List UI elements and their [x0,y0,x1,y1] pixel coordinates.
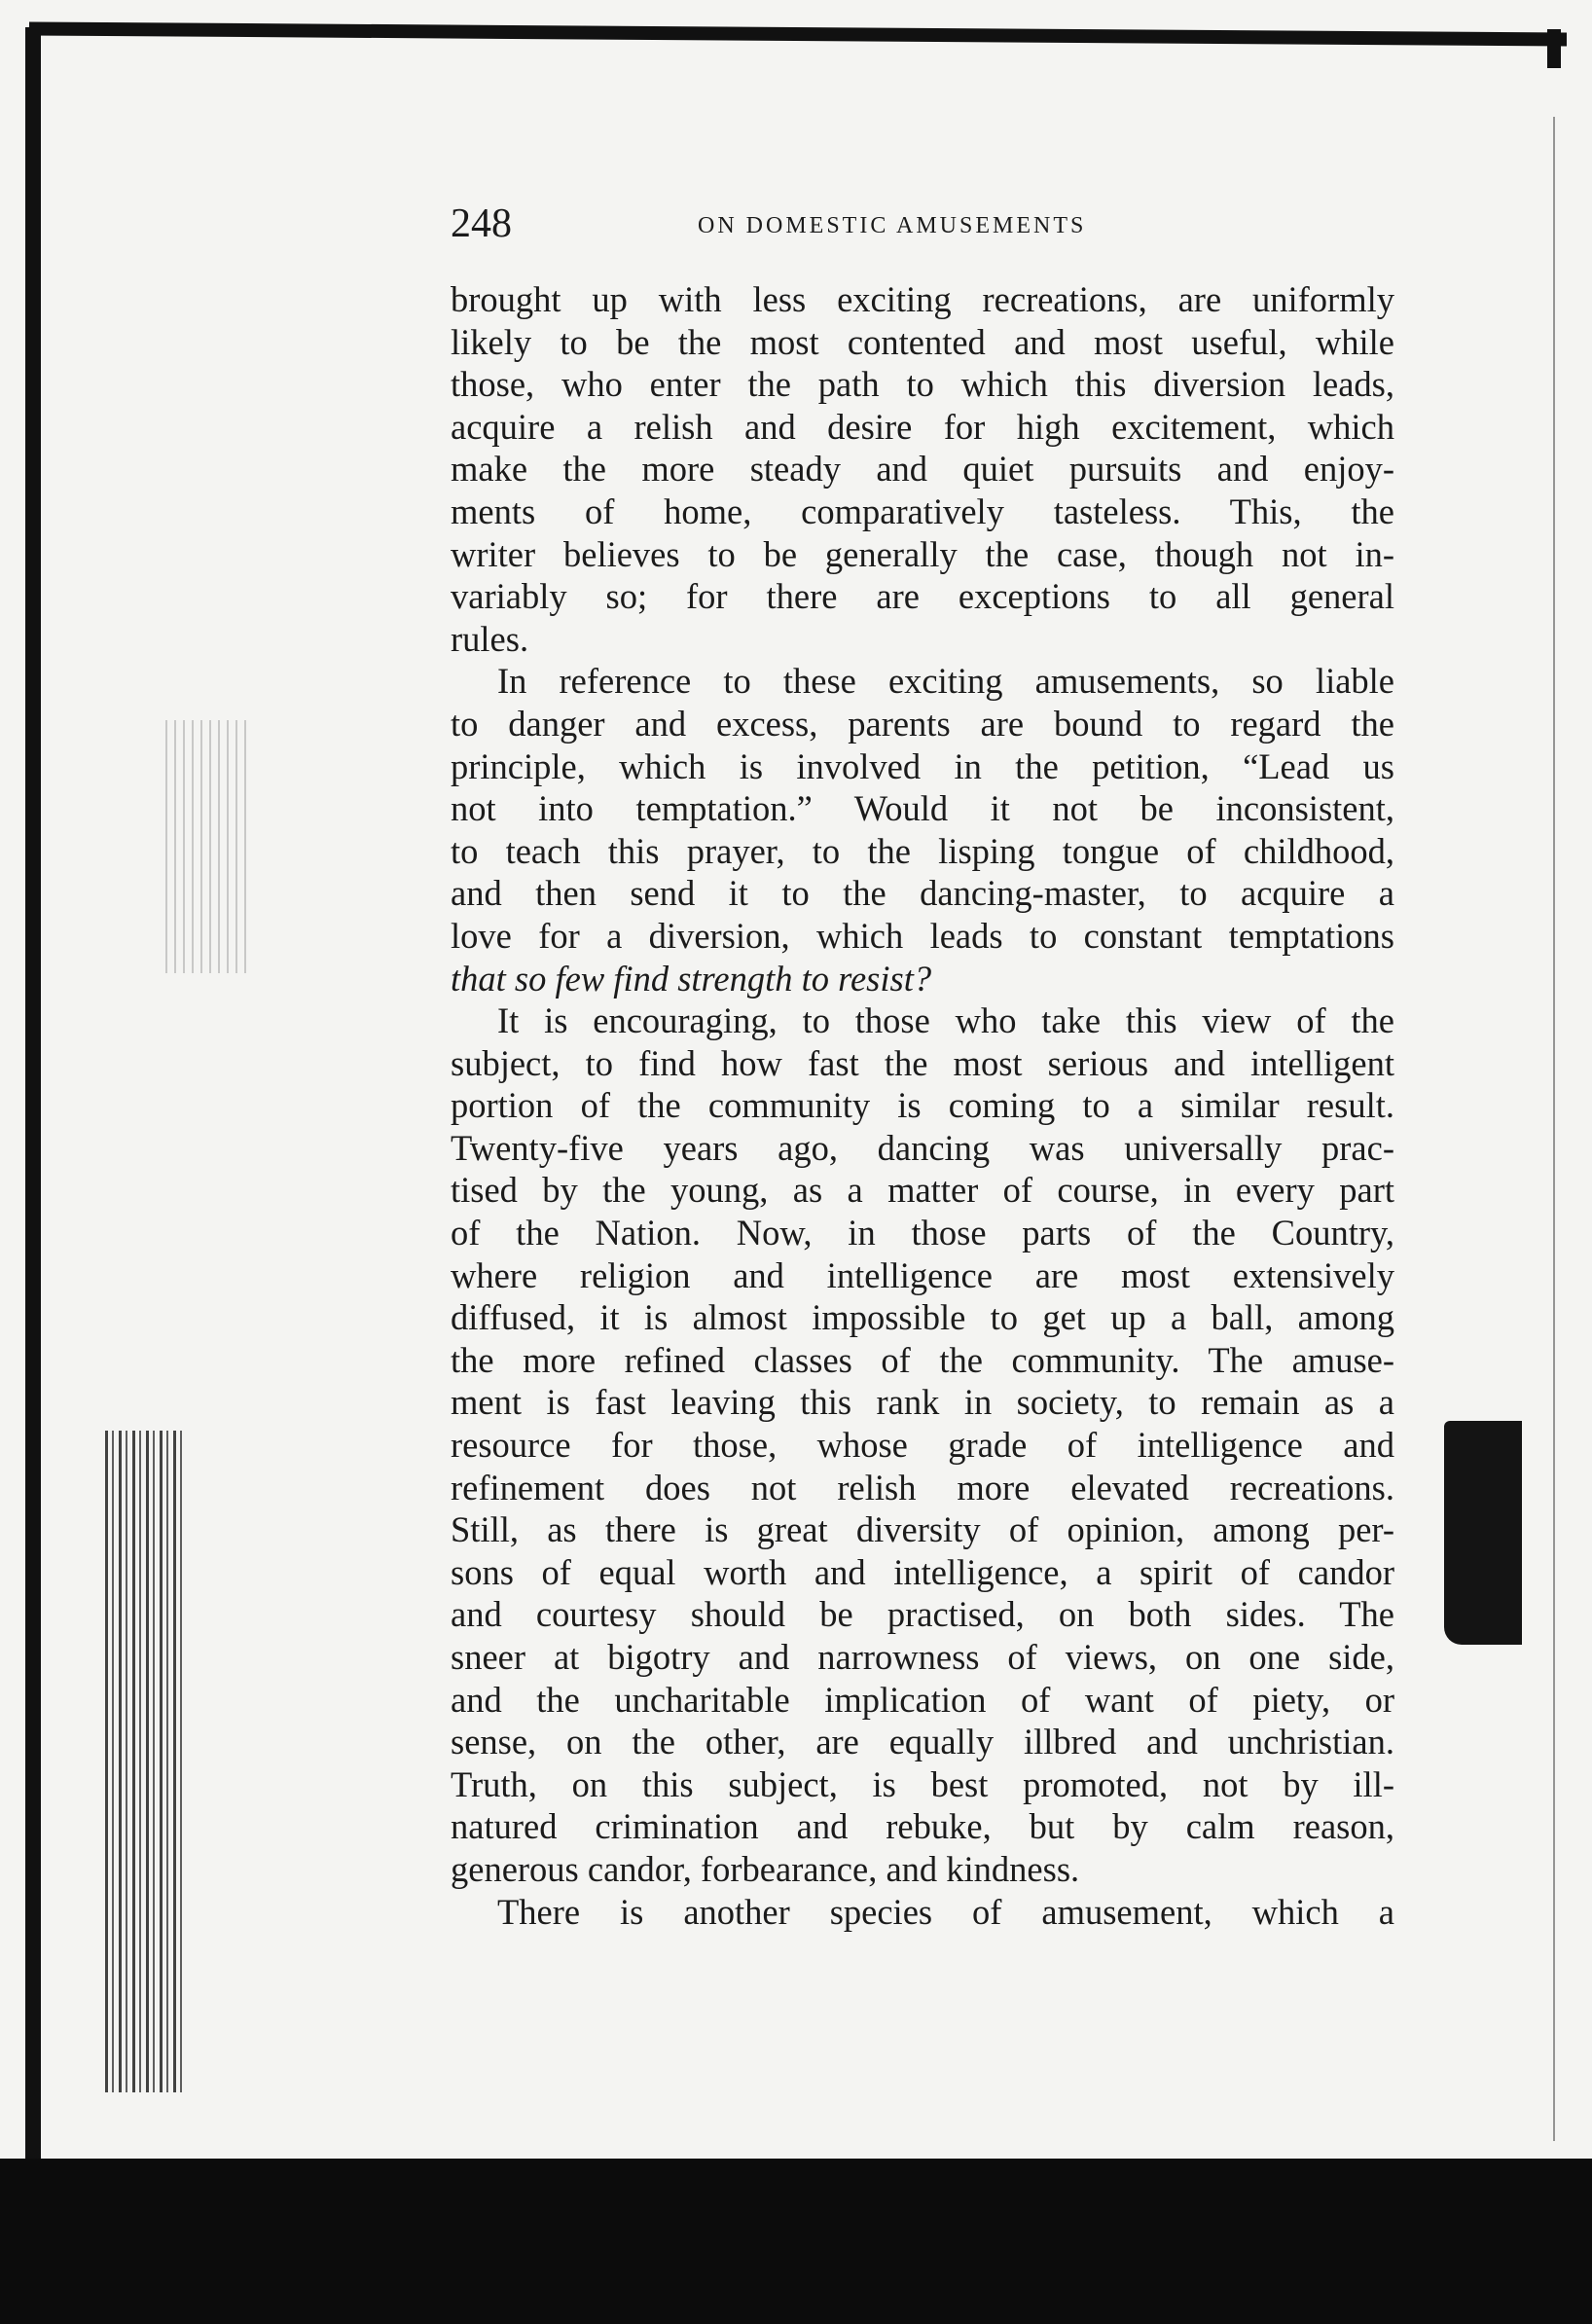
text-line: likely to be the most contented and most useful, while [451,321,1394,362]
text-line: sneer at bigotry and narrowness of views, on one side, [451,1637,1394,1677]
text-line: principle, which is involved in the petition, “Lead us [451,745,1394,786]
paragraph-start: It is encouraging, to those who take this view of the [497,1000,1394,1041]
text-line: and then send it to the dancing-master, to acquire a [451,873,1394,914]
text-line: diffused, it is almost impossible to get up a ball, among [451,1297,1394,1338]
text-line: Twenty-five years ago, dancing was universally prac- [451,1127,1394,1168]
scan-border-bottom [0,2159,1592,2324]
text-line: Truth, on this subject, is best promoted, not by ill- [451,1763,1394,1804]
text-line: subject, to find how fast the most serious and intelligent [451,1042,1394,1083]
text-line: sense, on the other, are equally illbred and unchristian. [451,1722,1394,1762]
page-number: 248 [451,201,512,246]
text-line: natured crimination and rebuke, but by calm reason, [451,1806,1394,1847]
body-text [451,278,1394,1933]
gutter-show-through [165,720,253,973]
text-line: and courtesy should be practised, on both sides. The [451,1594,1394,1635]
page-edge-line [1553,117,1555,2141]
text-line: and the uncharitable implication of want of piety, or [451,1679,1394,1720]
text-line: not into temptation.” Would it not be inconsistent, [451,788,1394,829]
text-line: love for a diversion, which leads to constant temptations [451,915,1394,956]
text-line: that so few find strength to resist? [451,958,932,999]
text-line: to danger and excess, parents are bound to regard the [451,703,1394,744]
text-line: generous candor, forbearance, and kindness. [451,1848,1080,1889]
text-line: of the Nation. Now, in those parts of the Country, [451,1213,1394,1253]
text-line: the more refined classes of the community. The amuse- [451,1339,1394,1380]
paragraph-start: In reference to these exciting amusements, so liable [497,661,1394,702]
text-line: ment is fast leaving this rank in society, to remain as a [451,1382,1394,1423]
text-line: variably so; for there are exceptions to all general [451,576,1394,617]
scan-border-right [1547,29,1561,68]
text-line: resource for those, whose grade of intelligence and [451,1425,1394,1466]
text-line: to teach this prayer, to the lisping tongue of childhood, [451,830,1394,871]
paragraph-start: There is another species of amusement, which a [497,1891,1394,1932]
text-line: tised by the young, as a matter of course, in every part [451,1170,1394,1211]
text-line: portion of the community is coming to a similar result. [451,1085,1394,1126]
text-line: brought up with less exciting recreations, are uniformly [451,279,1394,319]
scan-border-left [25,27,41,2217]
text-line: refinement does not relish more elevated recreations. [451,1467,1394,1507]
binding-gutter [105,1431,183,2092]
scan-border-top [29,21,1567,46]
text-line: sons of equal worth and intelligence, a spirit of candor [451,1551,1394,1592]
text-line: acquire a relish and desire for high excitement, which [451,406,1394,447]
text-line: Still, as there is great diversity of opinion, among per- [451,1509,1394,1550]
text-line: make the more steady and quiet pursuits and enjoy- [451,449,1394,490]
text-line: where religion and intelligence are most extensively [451,1254,1394,1295]
running-head: ON DOMESTIC AMUSEMENTS [698,213,1087,238]
page-header [451,195,1385,253]
text-line: those, who enter the path to which this diversion leads, [451,364,1394,405]
text-line: ments of home, comparatively tasteless. This, the [451,490,1394,531]
ink-blot [1444,1421,1522,1645]
text-line: rules. [451,618,529,659]
text-line: writer believes to be generally the case, though not in- [451,533,1394,574]
